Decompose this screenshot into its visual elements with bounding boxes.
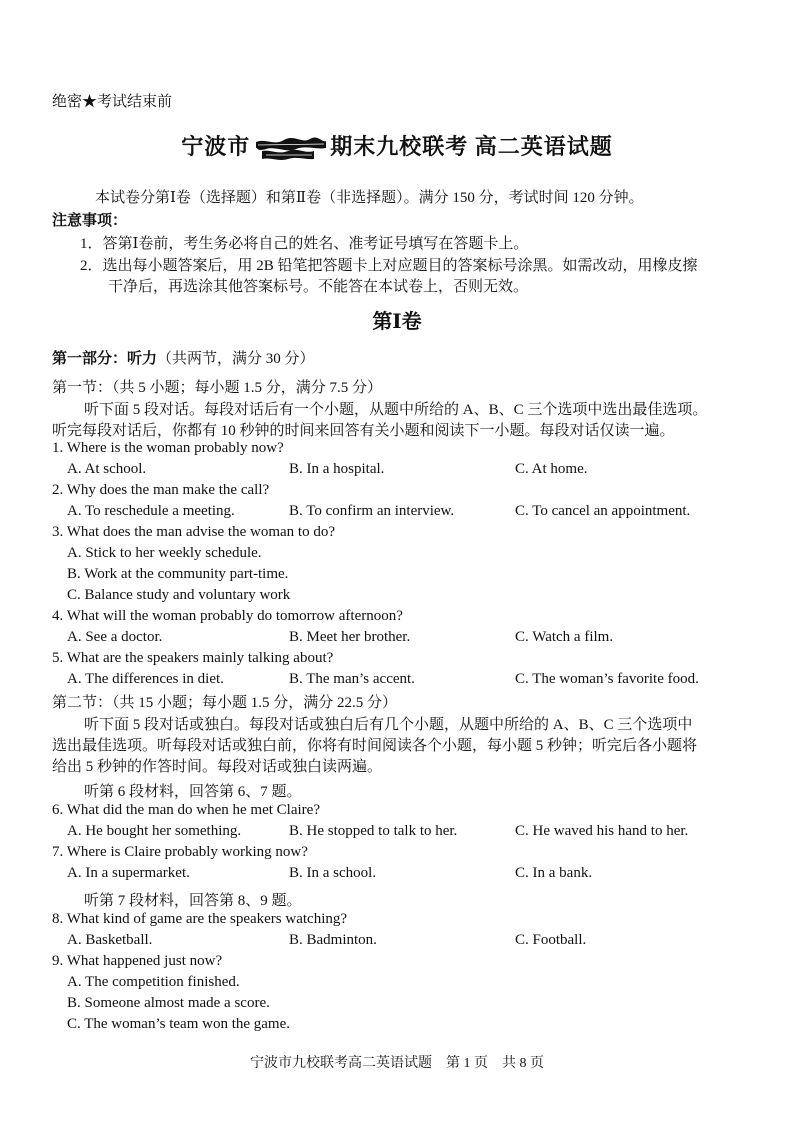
section2-instructions-3: 给出 5 秒钟的作答时间。每段对话或独白读两遍。 [52,759,383,775]
material-7-note: 听第 7 段材料，回答第 8、9 题。 [84,893,302,909]
q3-option-c: C. Balance study and voluntary work [67,587,291,603]
material-6-note: 听第 6 段材料，回答第 6、7 题。 [84,784,302,800]
question-9: 9. What happened just now? [52,953,223,969]
q2-option-a: A. To reschedule a meeting. [67,503,235,519]
q8-option-c: C. Football. [515,932,587,948]
q1-option-b: B. In a hospital. [289,461,385,477]
part1-heading [52,347,315,368]
confidential-mark: 绝密★考试结束前 [52,94,173,110]
exam-title [0,130,794,162]
question-7: 7. Where is Claire probably working now? [52,844,308,860]
q8-option-a: A. Basketball. [67,932,153,948]
section2-heading: 第二节：（共 15 小题；每小题 1.5 分，满分 22.5 分） [52,695,398,711]
notice-item-2: 2．选出每小题答案后，用 2B 铅笔把答题卡上对应题目的答案标号涂黑。如需改动，用橡皮擦 [80,258,698,274]
question-8: 8. What kind of game are the speakers watching? [52,911,348,927]
q4-option-a: A. See a doctor. [67,629,163,645]
part1-title: 第一部分：听力 [52,351,158,367]
question-4: 4. What will the woman probably do tomorrow afternoon? [52,608,403,624]
section1-instructions-2: 听完每段对话后，你都有 10 秒钟的时间来回答有关小题和阅读下一小题。每段对话仅读一遍。 [52,423,675,439]
question-2: 2. Why does the man make the call? [52,482,270,498]
section1-heading: 第一节：（共 5 小题；每小题 1.5 分，满分 7.5 分） [52,380,383,396]
q5-option-b: B. The man’s accent. [289,671,415,687]
q5-option-a: A. The differences in diet. [67,671,224,687]
q7-option-a: A. In a supermarket. [67,865,190,881]
q9-option-c: C. The woman’s team won the game. [67,1016,291,1032]
q6-option-a: A. He bought her something. [67,823,242,839]
q2-option-c: C. To cancel an appointment. [515,503,691,519]
question-5: 5. What are the speakers mainly talking about? [52,650,334,666]
question-1: 1. Where is the woman probably now? [52,440,284,456]
volume-heading: 第Ⅰ卷 [372,311,422,333]
question-6: 6. What did the man do when he met Claire? [52,802,320,818]
page-footer: 宁波市九校联考高二英语试题 第 1 页 共 8 页 [250,1056,544,1071]
notice-heading: 注意事项： [52,213,128,229]
title-city: 宁波市 [181,134,251,159]
q6-option-b: B. He stopped to talk to her. [289,823,458,839]
q4-option-b: B. Meet her brother. [289,629,411,645]
q2-option-b: B. To confirm an interview. [289,503,455,519]
q5-option-c: C. The woman’s favorite food. [515,671,699,687]
q8-option-b: B. Badminton. [289,932,377,948]
part1-note: （共两节，满分 30 分） [157,351,315,367]
q4-option-c: C. Watch a film. [515,629,614,645]
q6-option-c: C. He waved his hand to her. [515,823,689,839]
q9-option-a: A. The competition finished. [67,974,240,990]
redacted-year-term [252,136,328,162]
notice-item-1: 1．答第Ⅰ卷前，考生务必将自己的姓名、准考证号填写在答题卡上。 [80,236,529,252]
section2-instructions-2: 选出最佳选项。听每段对话或独白前，你将有时间阅读各个小题，每小题 5 秒钟；听完后各小题将 [52,738,698,754]
q7-option-c: C. In a bank. [515,865,593,881]
question-3: 3. What does the man advise the woman to do? [52,524,335,540]
intro-text: 本试卷分第Ⅰ卷（选择题）和第Ⅱ卷（非选择题）。满分 150 分，考试时间 120 分钟。 [95,190,644,206]
q1-option-a: A. At school. [67,461,147,477]
section2-instructions-1: 听下面 5 段对话或独白。每段对话或独白后有几个小题，从题中所给的 A、B、C 三个选项中 [84,717,693,733]
q9-option-b: B. Someone almost made a score. [67,995,270,1011]
title-exam-name: 期末九校联考 高二英语试题 [330,134,613,159]
q1-option-c: C. At home. [515,461,588,477]
q3-option-a: A. Stick to her weekly schedule. [67,545,262,561]
q7-option-b: B. In a school. [289,865,377,881]
section1-instructions-1: 听下面 5 段对话。每段对话后有一个小题，从题中所给的 A、B、C 三个选项中选出最佳选项。 [84,402,708,418]
notice-item-2-cont: 干净后，再选涂其他答案标号。不能答在本试卷上，否则无效。 [108,279,529,295]
q3-option-b: B. Work at the community part-time. [67,566,289,582]
